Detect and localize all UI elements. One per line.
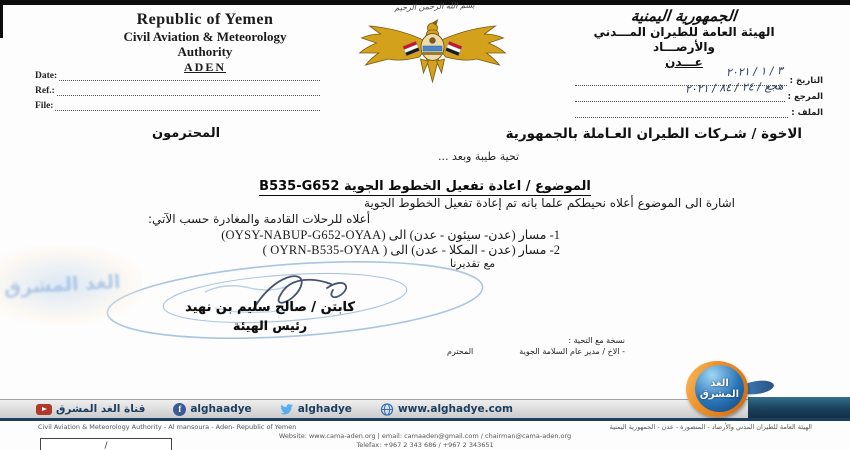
file-blank-line bbox=[55, 100, 320, 111]
bismillah-handwriting: بسم الله الرحمن الرحيم bbox=[394, 0, 475, 13]
file-line-ar bbox=[575, 107, 788, 118]
facebook-handle: alghaadye bbox=[190, 403, 252, 415]
contact-row-address bbox=[0, 423, 850, 431]
scan-edge-left bbox=[0, 0, 3, 38]
address-arabic: الهيئة العامة للطيران المدني والأرصاد - المنصورة - عدن - الجمهورية اليمنية bbox=[609, 423, 812, 431]
copy-honorific: المحترم bbox=[447, 347, 474, 356]
contact-row-telefax: Telefax: +967 2 343 686 / +967 2 343651 bbox=[356, 441, 494, 449]
file-field-row-ar bbox=[575, 102, 823, 118]
youtube-channel-label: قناة الغد المشرق bbox=[56, 403, 146, 415]
route-item-2: 2- مسار (عدن - المكلا - عدن) الى ( OYRN-B535-OYAA ) bbox=[262, 243, 560, 257]
ref-handwritten-value: هجع / ٢٤ / ٨٤ / ٢٠٢١ bbox=[684, 79, 784, 96]
body-paragraph-line2: أعلاه للرحلات القادمة والمغادرة حسب الآتي: bbox=[148, 212, 371, 226]
country-name-en: Republic of Yemen bbox=[136, 11, 274, 28]
ref-blank-line bbox=[57, 85, 320, 96]
page-number-box: / bbox=[40, 438, 172, 450]
body-paragraph-line1: اشارة الى الموضوع أعلاه نحيطكم علما بانه تم إعادة تفعيل الخطوط الجوية bbox=[364, 196, 735, 210]
reference-fields-english bbox=[35, 66, 320, 111]
date-field-row bbox=[35, 66, 320, 81]
ref-label: Ref.: bbox=[35, 86, 55, 96]
city-name-ar: عـــدن bbox=[665, 55, 703, 69]
file-label: File: bbox=[35, 101, 54, 111]
file-field-row bbox=[35, 96, 320, 111]
ref-label-ar: المرجع : bbox=[787, 92, 823, 102]
authority-name-en-line2: Authority bbox=[177, 44, 233, 59]
letterhead-arabic bbox=[548, 6, 820, 69]
copy-to-row bbox=[447, 347, 625, 356]
copy-to-header: نسخة مع التحية : bbox=[568, 336, 625, 345]
closing-salutation: مع تقديرنا bbox=[450, 257, 496, 270]
alghad-almushreq-channel-logo bbox=[686, 361, 782, 419]
watermark-text: الغد المشرق bbox=[3, 270, 121, 300]
twitter-handle: alghadye bbox=[297, 403, 352, 415]
website-item bbox=[380, 403, 513, 416]
date-handwritten-value: ٣ / ١ / ٢٠٢١ bbox=[725, 64, 784, 79]
youtube-channel-item bbox=[36, 403, 145, 415]
logo-text-line1: الغد bbox=[710, 377, 729, 389]
authority-name-en-line1: Civil Aviation & Meteorology bbox=[123, 29, 287, 44]
route-item-1: 1- مسار (عدن- سيئون - عدن) الى (OYSY-NABUP-G652-OYAA) bbox=[221, 228, 560, 242]
greeting-line: تحية طيبة وبعد ... bbox=[438, 150, 520, 163]
address-english: Civil Aviation & Meteorology Authority - Al mansoura - Aden- Republic of Yemen bbox=[38, 423, 297, 431]
country-name-ar: الجمهورية اليمنية bbox=[630, 7, 738, 25]
authority-name-ar-line1: الهيئة العامة للطيران المـــدني bbox=[593, 25, 775, 39]
channel-watermark bbox=[0, 246, 142, 324]
yemen-coat-of-arms-icon bbox=[355, 13, 510, 85]
facebook-icon: f bbox=[173, 403, 186, 416]
youtube-icon bbox=[36, 404, 52, 415]
social-media-bar bbox=[0, 399, 748, 418]
contact-row-web-email: Website: www.cama-aden.org | email: camaaden@gmail.com / chairman@cama-aden.org bbox=[278, 432, 572, 440]
signatory-name: كابتن / صالح سليم بن نهيد bbox=[185, 300, 355, 315]
facebook-item bbox=[173, 403, 251, 416]
logo-blue-sphere bbox=[695, 365, 744, 412]
addressee-line: الاخوة / شـركات الطيران العـاملة بالجمهورية bbox=[505, 126, 802, 142]
reference-fields-arabic bbox=[575, 64, 823, 118]
twitter-icon bbox=[280, 403, 294, 416]
file-label-ar: الملف : bbox=[791, 108, 823, 118]
subject-text: الموضوع / اعادة تفعيل الخطوط الجوية B535-G652 bbox=[259, 179, 591, 194]
subject-line bbox=[0, 175, 850, 196]
website-url: www.alghadye.com bbox=[397, 403, 513, 415]
copy-recipient: - الاخ / مدير عام السلامة الجوية bbox=[519, 347, 625, 356]
date-label-ar: التاريخ : bbox=[789, 76, 823, 86]
city-name-en: ADEN bbox=[183, 60, 226, 74]
date-blank-line bbox=[59, 70, 320, 81]
ref-field-row bbox=[35, 81, 320, 96]
twitter-item bbox=[280, 403, 352, 416]
addressee-honorific: المحترمون bbox=[152, 126, 221, 141]
date-label: Date: bbox=[35, 71, 58, 81]
signatory-title: رئيس الهيئة bbox=[232, 318, 308, 333]
authority-name-ar-line2: والأرصـــاد bbox=[653, 40, 715, 54]
copy-to-block bbox=[447, 336, 625, 356]
globe-icon bbox=[380, 403, 394, 416]
logo-text-line2: المشرق bbox=[699, 388, 740, 400]
